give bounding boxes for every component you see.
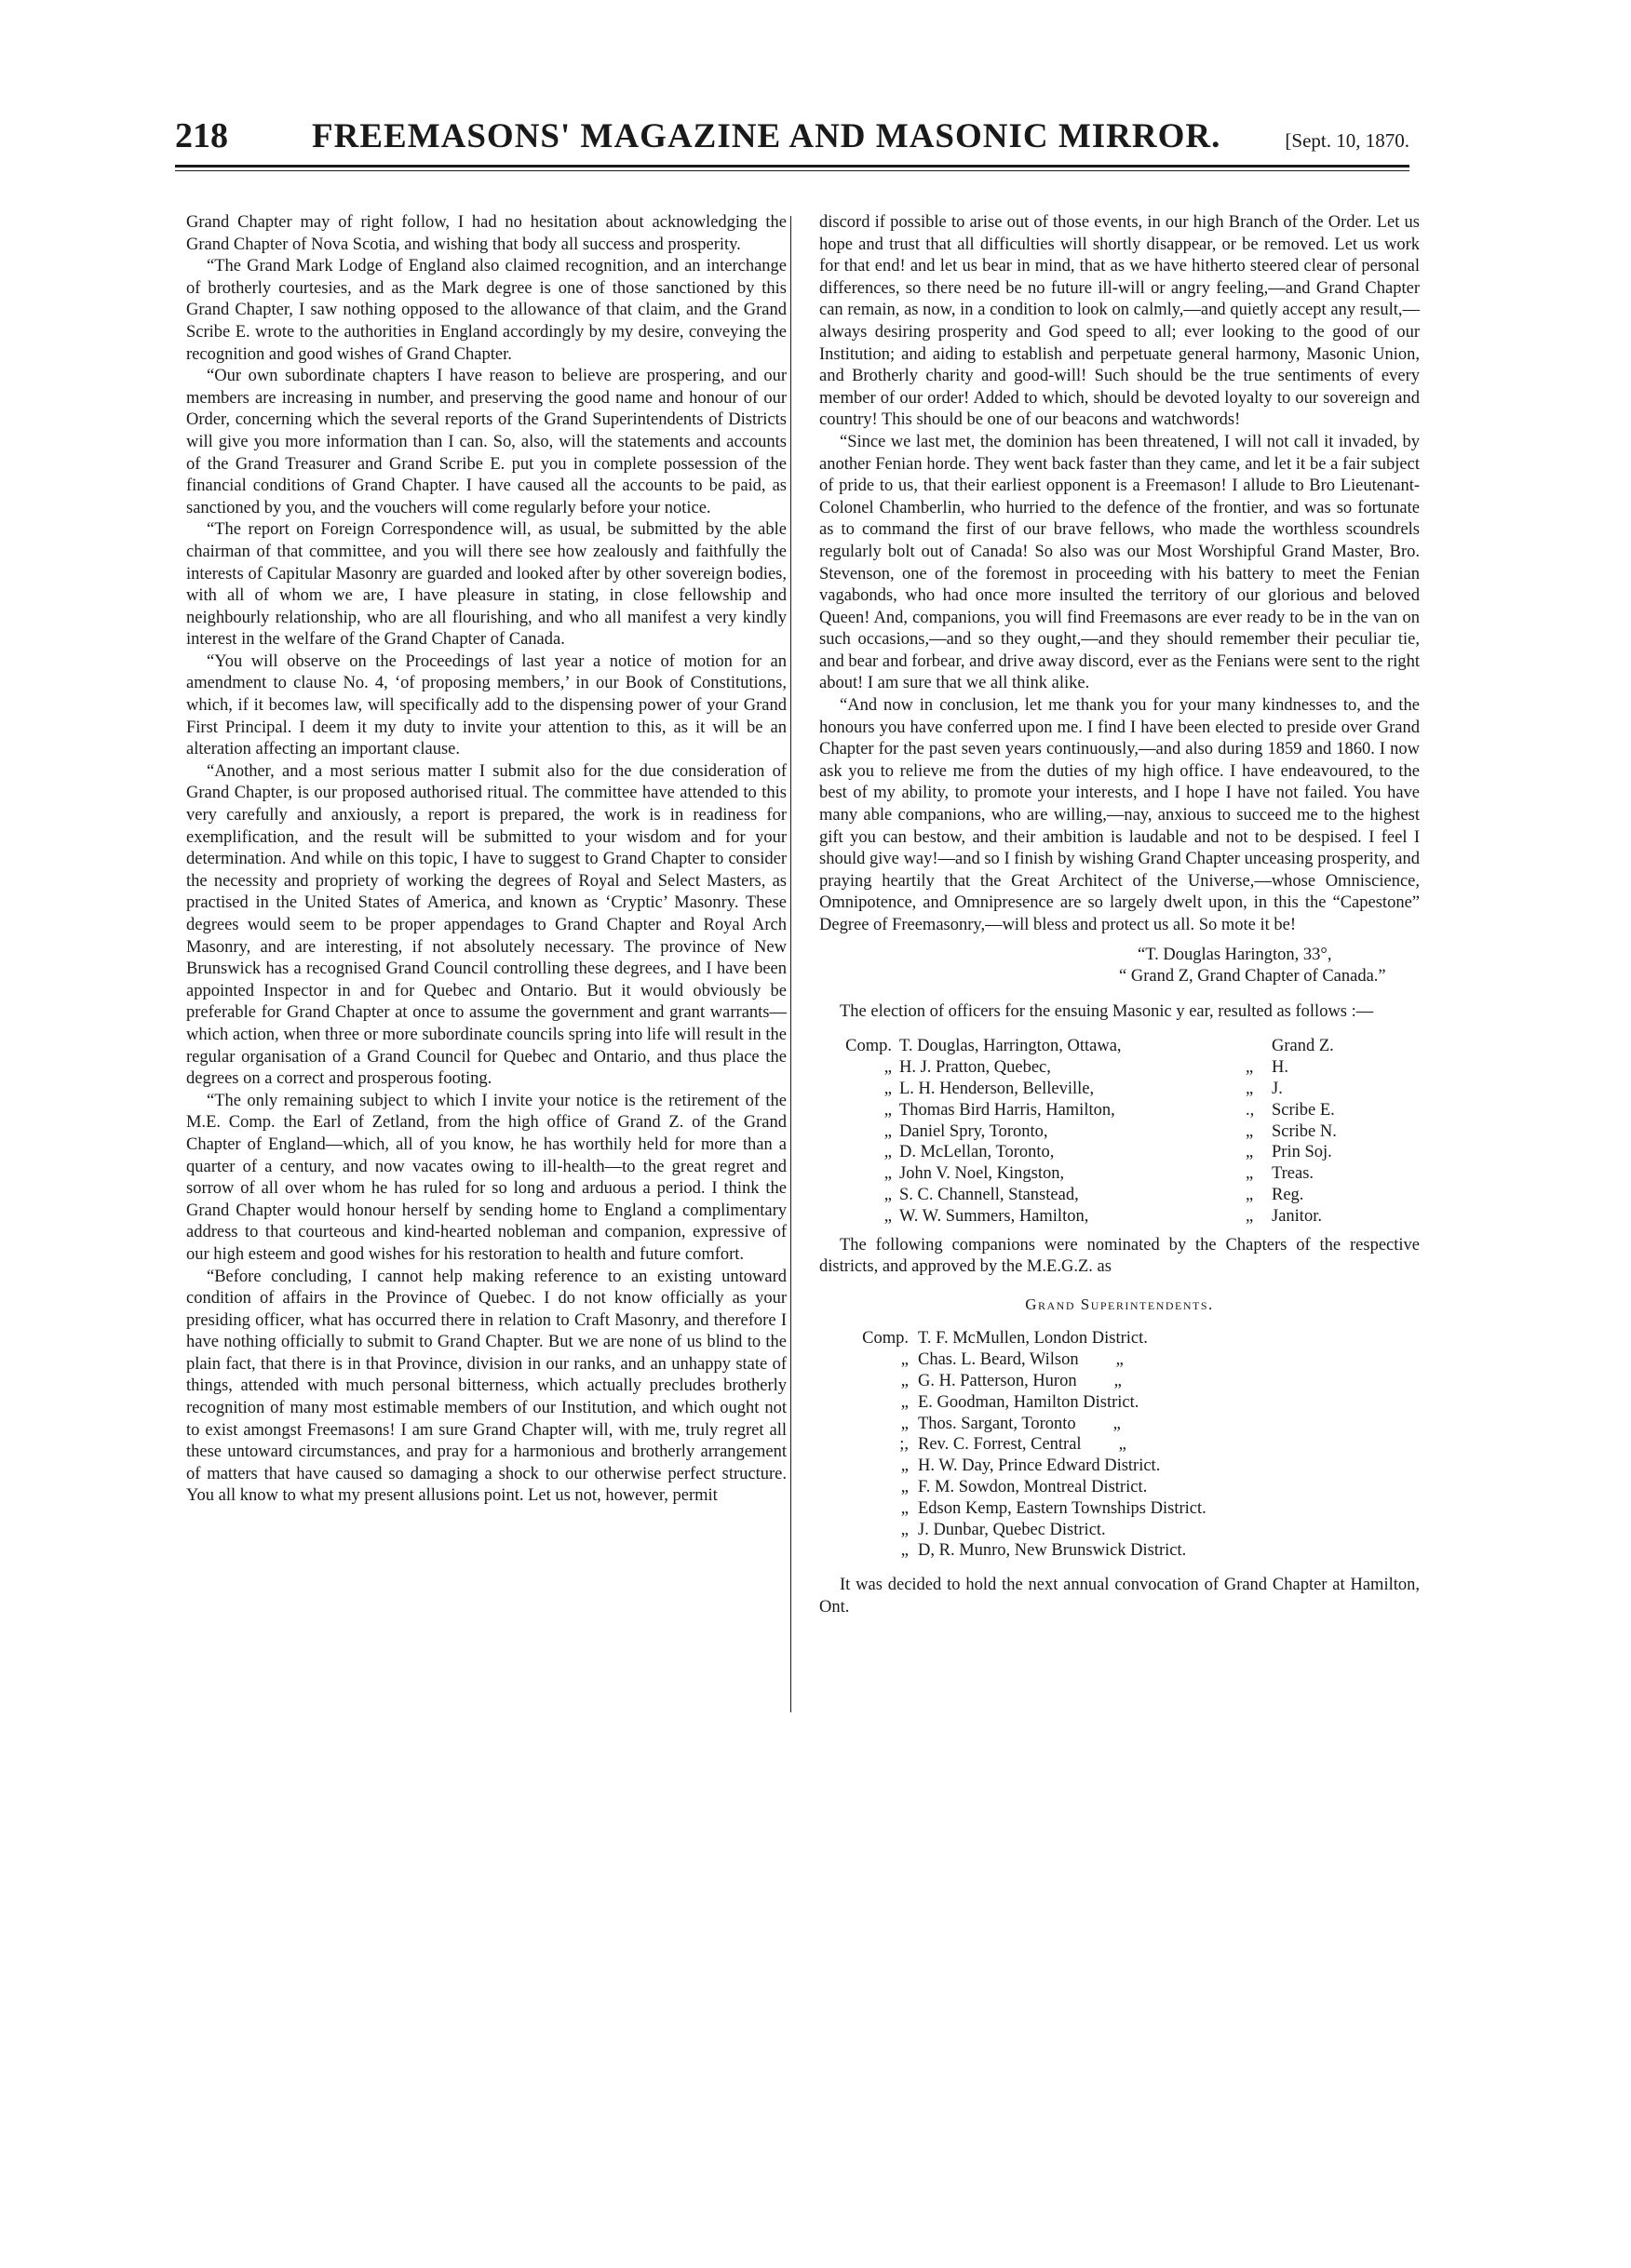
officer-office: Janitor. — [1272, 1206, 1322, 1226]
officer-office: Grand Z. — [1272, 1037, 1334, 1056]
officer-row — [819, 1185, 1420, 1206]
paragraph: “The Grand Mark Lodge of England also claimed recognition, and an interchange of brotherly courtesies, and as the Mark degree is one of those sanctioned by this Grand Chapter, I saw nothing opposed to the allowance of that claim, and the Grand Scribe E. wrote to the authorities in England accordingly by my desire, conveying the recognition and good wishes of Grand Chapter. — [186, 257, 787, 364]
superintendent-name: H. W. Day, Prince Edward District. — [918, 1456, 1161, 1476]
officer-name: T. Douglas, Harrington, Ottawa, — [899, 1037, 1122, 1056]
officer-lead: „ — [883, 1058, 892, 1078]
left-column — [186, 212, 787, 1508]
superintendent-name: F. M. Sowdon, Montreal District. — [918, 1477, 1148, 1496]
superintendent-ditto — [1206, 1498, 1244, 1520]
superintendent-name: G. H. Patterson, Huron — [918, 1371, 1077, 1390]
officer-row — [819, 1163, 1420, 1185]
paragraph: “Our own subordinate chapters I have reason to believe are prospering, and our members are increasing in number, and preserving the good name and honour of our Order, concerning which the several reports of the Grand Superintendents of Districts will give you more information than I can. So, also, will the statements and accounts of the Grand Treasurer and Grand Scribe E. put you in complete possession of the financial conditions of Grand Chapter. I have caused all the accounts to be paid, as sanctioned by you, and the vouchers will come regularly before your notice. — [186, 367, 787, 517]
superintendent-lead: ;, — [899, 1435, 909, 1455]
officer-ditto: „ — [1246, 1143, 1254, 1162]
officer-ditto: „ — [1246, 1185, 1254, 1204]
paragraph: “Since we last met, the dominion has been threatened, I will not call it invaded, by another Fenian horde. They went back faster than they came, and let it be a fair subject of pride to us, that their earliest opponent is a Freemason! I allude to Bro Lieutenant-Colonel Chamberlin, who hurried to the defence of the frontier, and was so fortunate as to command the first of our brave fellows, who made the worthless scoundrels regularly bolt out of Canada! So also was our Most Worshipful Grand Master, Bro. Stevenson, one of the foremost in proceeding with his battery to meet the Fenian vagabonds, who had once more insulted the territory of our glorious and beloved Queen! And, companions, you will find Freemasons are ever ready to be in the van on such occasions,—and so they ought,—and they should remember their peculiar tie, and bear and forbear, and drive away discord, ever as the Fenians were sent to the right about! I am sure that we all think alike. — [819, 432, 1420, 693]
superintendent-row — [819, 1392, 1420, 1414]
superintendent-name: T. F. McMullen, London District. — [918, 1329, 1148, 1349]
officer-row — [819, 1206, 1420, 1228]
paragraph: “Another, and a most serious matter I submit also for the due consideration of Grand Chapter, is our proposed authorised ritual. The committee have attended to this very carefully and anxiously, a report is prepared, the work is in readiness for exemplification, and the result will be submitted to your wisdom and for your determination. And while on this topic, I have to suggest to Grand Chapter to consider the necessity and propriety of working the degrees of Royal and Select Masters, as practised in the United States of America, and known as ‘Cryptic’ Masonry. These degrees would seem to be proper appendages to Grand Chapter and Royal Arch Masonry, and are interesting, if not absolutely necessary. The province of New Brunswick has a recognised Grand Council controlling these degrees, and I have been appointed Inspector in and for Quebec and Ontario. But it would obviously be preferable for Grand Chapter at once to assume the government and grant warrants—which action, when three or more subordinate councils spring into life will result in the regular organisation of a Grand Council for Quebec and Ontario, and thus place the degrees on a correct and prosperous footing. — [186, 761, 787, 1089]
officer-row — [819, 1036, 1420, 1057]
officer-ditto — [1246, 1036, 1272, 1057]
closing-paragraph: It was decided to hold the next annual convocation of Grand Chapter at Hamilton, Ont. — [819, 1576, 1420, 1617]
election-intro: The election of officers for the ensuing Masonic y ear, resulted as follows :— — [840, 1001, 1374, 1021]
header-rule-thin — [175, 170, 1409, 171]
nominated-intro: The following companions were nominated by the Chapters of the respective districts, and approved by the M.E.G.Z. as — [819, 1235, 1420, 1277]
superintendent-ditto: „ — [1112, 1414, 1121, 1433]
issue-date: [Sept. 10, 1870. — [1285, 129, 1409, 152]
superintendent-ditto — [1148, 1328, 1185, 1349]
superintendent-ditto — [1186, 1540, 1223, 1562]
superintendent-ditto — [1139, 1392, 1176, 1414]
officer-ditto: „ — [1246, 1058, 1254, 1078]
officer-office: Scribe E. — [1272, 1100, 1335, 1120]
signature-title: “ Grand Z, Grand Chapter of Canada.” — [1119, 967, 1386, 986]
superintendent-row — [819, 1477, 1420, 1498]
superintendent-name: Chas. L. Beard, Wilson — [918, 1350, 1079, 1370]
officer-office: Treas. — [1272, 1164, 1314, 1184]
officer-office: Reg. — [1272, 1185, 1304, 1204]
officer-name: Daniel Spry, Toronto, — [899, 1121, 1048, 1141]
officer-name: S. C. Channell, Stanstead, — [899, 1185, 1079, 1204]
officer-office: Scribe N. — [1272, 1121, 1337, 1141]
superintendent-row — [819, 1414, 1420, 1435]
paragraph: “The report on Foreign Correspondence will, as usual, be submitted by the able chairman of that committee, and you will there see how zealously and faithfully the interests of Capitular Masonry are guarded and looked after by other sovereign bodies, with all of whom we are, I have pleasure in stating, in close fellowship and neighbourly relationship, who are all flourishing, and who all manifest a very kindly interest in the welfare of the Grand Chapter of Canada. — [186, 520, 787, 650]
superintendent-row — [819, 1456, 1420, 1477]
superintendent-row — [819, 1371, 1420, 1392]
superintendent-ditto: „ — [1118, 1435, 1126, 1455]
officer-lead: „ — [883, 1100, 892, 1120]
officer-office: J. — [1272, 1079, 1283, 1098]
paragraph: “The only remaining subject to which I invite your notice is the retirement of the M.E. Comp. the Earl of Zetland, from the high office of Grand Z. of the Grand Chapter of England—which, all of you know, he has worthily held for more than a quarter of a century, and now vacates owing to ill-health—to the great regret and sorrow of all over whom he has ruled for so long and arduous a period. I think the Grand Chapter would honour herself by sending home to England a complimentary address to that courteous and kind-hearted nobleman and companion, expressive of our high esteem and good wishes for his restoration to health and future comfort. — [186, 1091, 787, 1264]
officer-lead: „ — [883, 1206, 892, 1226]
superintendent-lead: „ — [900, 1392, 909, 1412]
header-rule-thick — [175, 165, 1409, 168]
paragraph: Grand Chapter may of right follow, I had no hesitation about acknowledging the Grand Chapter of Nova Scotia, and wishing that body all success and prosperity. — [186, 213, 787, 254]
officer-ditto: „ — [1246, 1206, 1254, 1226]
superintendent-name: Edson Kemp, Eastern Townships District. — [918, 1498, 1206, 1518]
superintendent-lead: Comp. — [862, 1329, 909, 1349]
officer-row — [819, 1121, 1420, 1143]
officer-row — [819, 1142, 1420, 1163]
superintendent-lead: „ — [900, 1498, 909, 1518]
right-column — [819, 212, 1420, 1618]
officer-name: John V. Noel, Kingston, — [899, 1164, 1065, 1184]
officer-lead: „ — [883, 1164, 892, 1184]
superintendent-name: Rev. C. Forrest, Central — [918, 1435, 1082, 1455]
paragraph: discord if possible to arise out of those events, in our high Branch of the Order. Let us hope and trust that all difficulties will shortly disappear, or be removed. Let us work for that end! and let us bear in mind, that as we have hitherto steered clear of personal differences, so there need be no future ill-will or angry feeling,—and Grand Chapter can remain, as now, in a condition to look on calmly,—and quietly accept any result,—always desiring prosperity and God speed to all; ever looking to the good of our Institution; and aiding to establish and perpetuate general harmony, Masonic Union, and Brotherly charity and good-will! Such should be the true sentiments of every member of our order! Added to which, should be devoted loyalty to our sovereign and country! This should be one of our beacons and watchwords! — [819, 213, 1420, 430]
superintendent-row — [819, 1520, 1420, 1541]
officer-lead: „ — [883, 1121, 892, 1141]
officer-name: D. McLellan, Toronto, — [899, 1143, 1055, 1162]
officer-name: L. H. Henderson, Belleville, — [899, 1079, 1095, 1098]
superintendent-ditto: „ — [1115, 1350, 1124, 1370]
superintendent-ditto — [1160, 1456, 1197, 1477]
officer-office: Prin Soj. — [1272, 1143, 1332, 1162]
officer-lead: „ — [883, 1143, 892, 1162]
superintendent-lead: „ — [900, 1520, 909, 1539]
officer-ditto: ., — [1246, 1100, 1255, 1120]
superintendent-name: E. Goodman, Hamilton District. — [918, 1392, 1139, 1412]
officer-name: Thomas Bird Harris, Hamilton, — [899, 1100, 1115, 1120]
running-head — [175, 115, 1409, 160]
officers-list — [819, 1036, 1420, 1227]
superintendent-row — [819, 1498, 1420, 1520]
officer-lead: Comp. — [845, 1037, 892, 1056]
officer-ditto: „ — [1246, 1079, 1254, 1098]
superintendent-row — [819, 1434, 1420, 1456]
officer-row — [819, 1057, 1420, 1079]
superintendent-name: Thos. Sargant, Toronto — [918, 1414, 1076, 1433]
superintendents-heading: Grand Superintendents. — [1025, 1295, 1214, 1313]
superintendents-list — [819, 1328, 1420, 1562]
superintendent-name: D, R. Munro, New Brunswick District. — [918, 1541, 1187, 1561]
paragraph: “And now in conclusion, let me thank you for your many kindnesses to, and the honours you have conferred upon me. I find I have been elected to preside over Grand Chapter for the past seven years continuously,—and also during 1859 and 1860. I now ask you to relieve me from the duties of my high office. I have endeavoured, to the best of my ability, to promote your interests, and I hope I have not failed. You have many able companions, who are willing,—nay, anxious to succeed me to the highest gift you can bestow, and their ambition is laudable and not to be despised. I feel I should give way!—and so I finish by wishing Grand Chapter unceasing prosperity, and praying heartily that the Great Architect of the Universe,—whose Omniscience, Omnipotence, and Omnipresence are so largely dwelt upon, in this the “Capestone” Degree of Freemasonry,—will bless and protect us all. So mote it be! — [819, 696, 1420, 934]
officer-ditto: „ — [1246, 1121, 1254, 1141]
page-number: 218 — [175, 116, 228, 155]
officer-name: W. W. Summers, Hamilton, — [899, 1206, 1089, 1226]
paragraph: “You will observe on the Proceedings of last year a notice of motion for an amendment to clause No. 4, ‘of proposing members,’ in our Book of Constitutions, which, if it becomes law, will specifically add to the dispensing power of your Grand First Principal. I deem it my duty to invite your attention to this, as it will be an alteration affecting an important clause. — [186, 651, 787, 759]
officer-name: H. J. Pratton, Quebec, — [899, 1058, 1051, 1078]
superintendent-lead: „ — [900, 1456, 909, 1476]
superintendent-ditto — [1106, 1520, 1143, 1541]
superintendent-ditto: „ — [1113, 1371, 1122, 1390]
superintendent-lead: „ — [900, 1477, 909, 1496]
superintendent-lead: „ — [900, 1350, 909, 1370]
officer-office: H. — [1272, 1058, 1288, 1078]
superintendent-row — [819, 1328, 1420, 1349]
superintendent-lead: „ — [900, 1371, 909, 1390]
signature-block — [819, 945, 1420, 988]
officer-row — [819, 1100, 1420, 1121]
signature-name: “T. Douglas Harington, 33°, — [1138, 945, 1332, 964]
superintendent-row — [819, 1349, 1420, 1371]
superintendent-lead: „ — [900, 1414, 909, 1433]
column-divider — [790, 216, 791, 1712]
officer-lead: „ — [883, 1185, 892, 1204]
officer-ditto: „ — [1246, 1164, 1254, 1184]
officer-row — [819, 1079, 1420, 1100]
superintendent-name: J. Dunbar, Quebec District. — [918, 1520, 1106, 1539]
superintendent-row — [819, 1540, 1420, 1562]
superintendent-ditto — [1147, 1477, 1184, 1498]
paragraph: “Before concluding, I cannot help making reference to an existing untoward condition of affairs in the Province of Quebec. I do not know officially as your presiding officer, what has occurred there in relation to Craft Masonry, and therefore I have nothing officially to submit to Grand Chapter. But we are none of us blind to the plain fact, that there is in that Province, division in our ranks, and an unhappy state of things, attended with much personal bitterness, which actually precludes brotherly recognition of many most estimable members of our Institution, and which ought not to exist amongst Freemasons! I am sure Grand Chapter will, with me, truly regret all these untoward circumstances, and pray for a harmonious and brotherly arrangement of matters that have caused so damaging a shock to our otherwise perfect structure. You all know to what my present allusions point. Let us not, however, permit — [186, 1267, 787, 1506]
superintendent-lead: „ — [900, 1541, 909, 1561]
officer-lead: „ — [883, 1079, 892, 1098]
masthead-title: FREEMASONS' MAGAZINE AND MASONIC MIRROR. — [312, 117, 1221, 155]
